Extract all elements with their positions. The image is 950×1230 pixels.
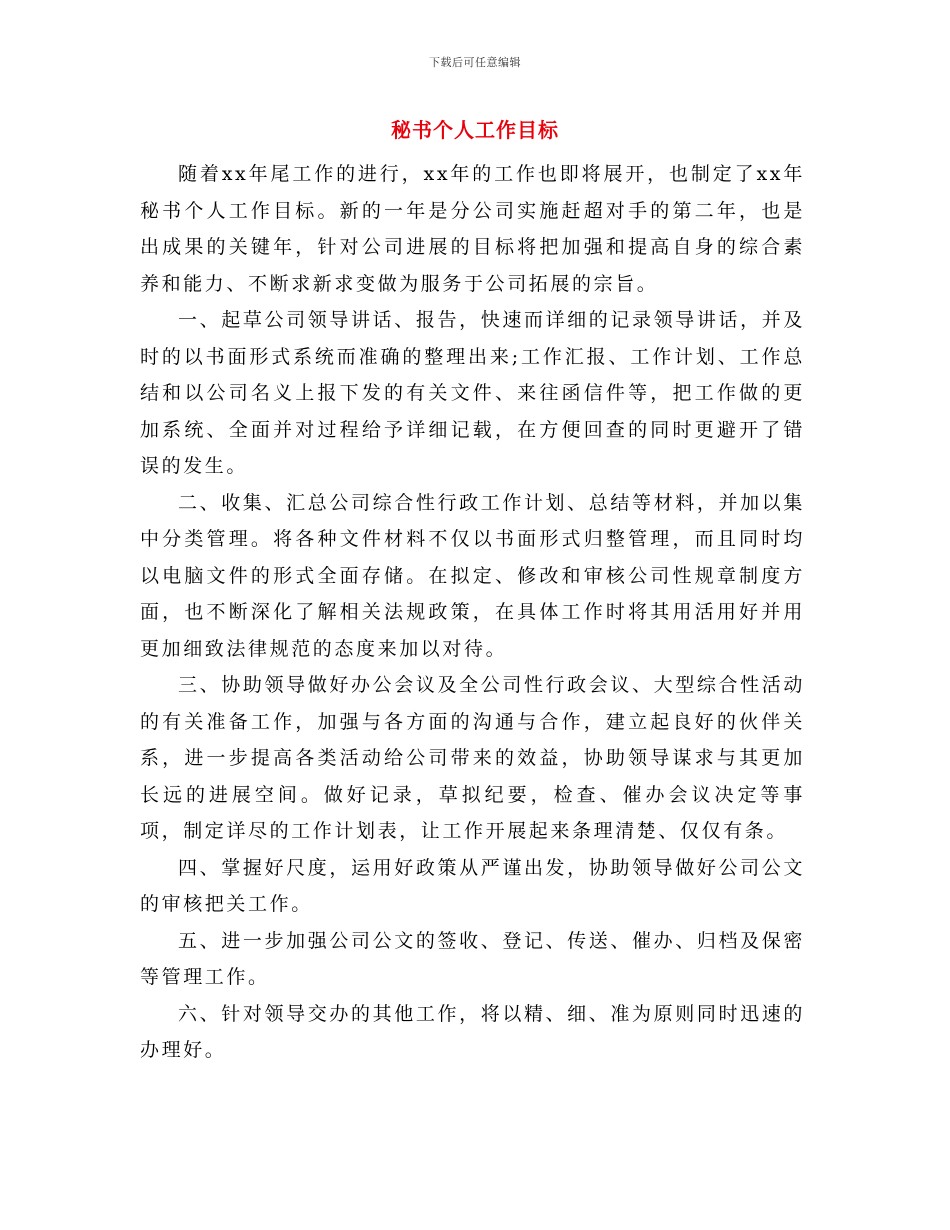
paragraph-item-5: 五、进一步加强公司公文的签收、登记、传送、催办、归档及保密等管理工作。: [140, 929, 805, 988]
paragraph-item-2: 二、收集、汇总公司综合性行政工作计划、总结等材料，并加以集中分类管理。将各种文件材料不仅以书面形式归整管理，而且同时均以电脑文件的形式全面存储。在拟定、修改和审核公司性规章制度方面，也不断深化了解相关法规政策，在具体工作时将其用活用好并用更加细致法律规范的态度来加以对待。: [140, 491, 805, 660]
document-body: [140, 156, 805, 1069]
paragraph-item-4: 四、掌握好尺度，运用好政策从严谨出发，协助领导做好公司公文的审核把关工作。: [140, 856, 805, 915]
header-note: 下载后可任意编辑: [429, 56, 521, 69]
paragraph-item-6: 六、针对领导交办的其他工作，将以精、细、准为原则同时迅速的办理好。: [140, 1002, 805, 1061]
paragraph-intro: 随着xx年尾工作的进行，xx年的工作也即将展开，也制定了xx年秘书个人工作目标。新的一年是分公司实施赶超对手的第二年，也是出成果的关键年，针对公司进展的目标将把加强和提高自身的综合素养和能力、不断求新求变做为服务于公司拓展的宗旨。: [140, 163, 805, 295]
paragraph-item-1: 一、起草公司领导讲话、报告，快速而详细的记录领导讲话，并及时的以书面形式系统而准确的整理出来;工作汇报、工作计划、工作总结和以公司名义上报下发的有关文件、来往函信件等，把工作做的更加系统、全面并对过程给予详细记载，在方便回查的同时更避开了错误的发生。: [140, 309, 805, 477]
document-title: 秘书个人工作目标: [391, 118, 559, 142]
paragraph-item-3: 三、协助领导做好办公会议及全公司性行政会议、大型综合性活动的有关准备工作，加强与各方面的沟通与合作，建立起良好的伙伴关系，进一步提高各类活动给公司带来的效益，协助领导谋求与其更加长远的进展空间。做好记录，草拟纪要，检查、催办会议决定等事项，制定详尽的工作计划表，让工作开展起来条理清楚、仅仅有条。: [140, 674, 805, 842]
